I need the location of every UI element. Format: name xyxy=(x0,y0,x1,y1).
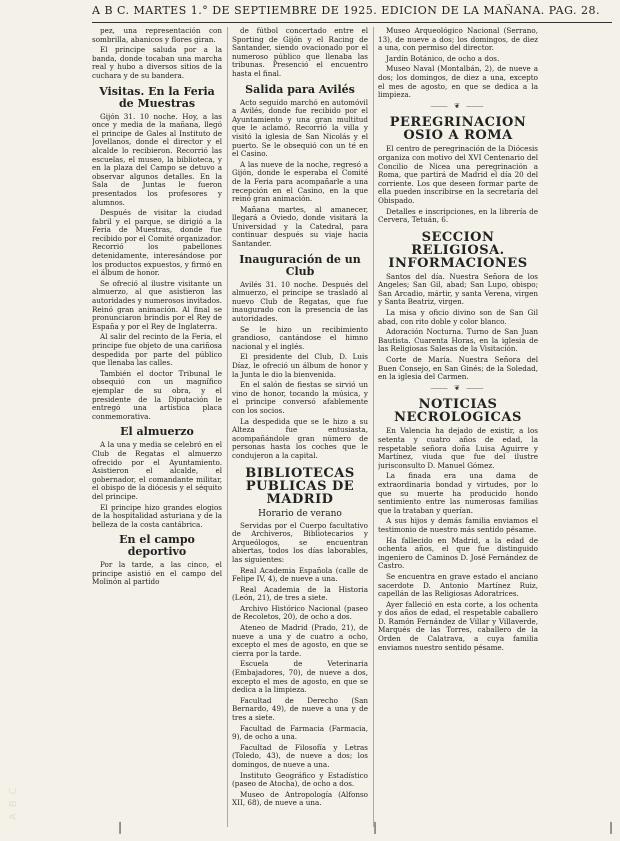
paragraph: El principe saluda por a la banda, donde tocaban una marcha real y hubo a diversos sitios de la cuchara y de su bandera. xyxy=(92,45,222,80)
paragraph: Corte de María. Nuestra Señora del Buen Consejo, en San Ginés; de la Soledad, en la iglesia del Carmen. xyxy=(378,355,538,382)
section-heading-almuerzo: El almuerzo xyxy=(120,425,194,439)
paragraph: El presidente del Club, D. Luis Díaz, le ofreció un álbum de honor y la Junta le dio la bienvenida. xyxy=(232,352,368,379)
paragraph: Después de visitar la ciudad fabril y el parque, se dirigió a la Feria de Muestras, donde fue recibido por el Comité organizador. Recorrió los pabellones detenidamente, interesándose por los productos expuestos, y firmó en el álbum de honor. xyxy=(92,208,222,278)
print-mark: ❘ xyxy=(370,820,381,834)
section-heading-visitas: Visitas. En la Feria de Muestras xyxy=(99,84,215,110)
section-heading-campo: En el campo deportivo xyxy=(119,533,195,559)
column-separator xyxy=(373,27,374,827)
column-2 xyxy=(232,27,368,835)
paragraph: Museo Naval (Montalbán, 2), de nueve a dos; los domingos, de diez a una, excepto el mes de agosto, en que se dedica a la limpieza. xyxy=(378,64,538,100)
paragraph: A las nueve de la noche, regresó a Gijón, donde le esperaba el Comité de la Feria para acompañarle a una recepción en el Casino, en la que reinó gran animación. xyxy=(232,159,368,204)
paragraph: Facultad de Farmacia (Farmacia, 9), de ocho a una. xyxy=(232,723,368,742)
ornament-divider: ⸻ ❦ ⸻ xyxy=(430,383,486,392)
paragraph: Santos del día. Nuestra Señora de los Angeles; San Gil, abad; San Lupo, obispo; San Arcadio, mártir, y santa Verena, virgen y Santa Beatriz, virgen. xyxy=(378,271,538,307)
paragraph: A sus hijos y demás familia enviamos el testimonio de nuestro más sentido pésame. xyxy=(378,516,538,534)
print-mark: ❘ xyxy=(606,820,617,834)
print-mark: ❘ xyxy=(115,820,126,834)
section-heading-club: Inauguración de un Club xyxy=(239,252,361,278)
paragraph: Servidas por el Cuerpo facultativo de Archiveros, Bibliotecarios y Arqueólogos, se encuentran abiertas, todos los días laborables, las siguientes: xyxy=(232,520,368,564)
paragraph: Ha fallecido en Madrid, a la edad de ochenta años, el que fue distinguido ingeniero de Caminos D. José Fernández de Castro. xyxy=(378,535,538,571)
column-3 xyxy=(378,27,538,835)
paragraph: Ayer falleció en esta corte, a los ochenta y dos años de edad, el respetable caballero D. Ramón Fernández de Villar y Villaverde, Marqués de las Torres, caballero de la Orden de Calatrava, a cuya familia enviamos nuestro sentido pésame. xyxy=(378,599,538,652)
paragraph: Gijón 31. 10 noche. Hoy, a las once y media de la mañana, llegó el principe de Gales al Instituto de Jovellanos, donde el director y el alcalde lo recibieron. Recorrió las escuelas, el museo, la biblioteca, y en la plaza del Campo se detuvo a observar algunos detalles. En la Sala de Juntas le fueron presentados los profesores y alumnos. xyxy=(92,111,222,207)
article-title-necrologicas: NOTICIAS NECROLOGICAS xyxy=(394,397,522,426)
column-separator xyxy=(227,27,228,827)
paragraph: Adoración Nocturna. Turno de San Juan Bautista. Cuarenta Horas, en la iglesia de las Religiosas Salesas de la Visitación. xyxy=(378,327,538,354)
article-title-seccion-religiosa: SECCION RELIGIOSA. INFORMACIONES xyxy=(388,229,528,271)
paragraph: Jardín Botánico, de ocho a dos. xyxy=(386,53,500,63)
watermark: ABC xyxy=(8,781,19,820)
paragraph: También el doctor Tribunal le obsequió con un magnífico ejemplar de su obra, y el presidente de la Diputación le entregó una artística placa conmemorativa. xyxy=(92,368,222,421)
paragraph: Archivo Histórico Nacional (paseo de Recoletos, 20), de ocho a dos. xyxy=(232,603,368,622)
article-title-peregrinacion: PEREGRINACION OSIO A ROMA xyxy=(389,115,527,144)
section-heading-aviles: Salida para Avilés xyxy=(245,82,355,96)
paragraph: Al salir del recinto de la Feria, el principe fue objeto de una cariñosa despedida por parte del público que llenaba las calles. xyxy=(92,332,222,368)
paragraph: pez, una representación con sombrilla, abanicos y flores giran. xyxy=(92,27,222,44)
paragraph: Museo Arqueológico Nacional (Serrano, 13), de nueve a dos; los domingos, de diez a una, con permiso del director. xyxy=(378,27,538,53)
paragraph: de fútbol concertado entre el Sporting de Gijón y el Racing de Santander, siendo ovacionado por el numeroso público que llenaba las tribunas. Presenció el encuentro hasta el final. xyxy=(232,27,368,78)
article-title-bibliotecas: BIBLIOTECAS PUBLICAS DE MADRID xyxy=(245,465,355,507)
paragraph: Acto seguido marchó en automóvil a Avilés, donde fue recibido por el Ayuntamiento y una gran multitud que le aclamó. Recorrió la villa y visitó la iglesia de San Nicolás y el puerto. Se le obsequió con un té en el Casino. xyxy=(232,97,368,159)
paragraph: Escuela de Veterinaria (Embajadores, 70), de nueve a dos, excepto el mes de agosto, en que se dedica a la limpieza. xyxy=(232,659,368,695)
paragraph: Museo de Antropología (Alfonso XII, 68), de nueve a una. xyxy=(232,789,368,808)
paragraph: Se encuentra en grave estado el anciano sacerdote D. Antonio Martínez Ruiz, capellán de las Religiosas Adoratrices. xyxy=(378,571,538,599)
paragraph: Real Academia de la Historia (León, 21), de tres a siete. xyxy=(232,584,368,603)
paragraph: Se ofreció al ilustre visitante un almuerzo, al que asistieron las autoridades y numerosos invitados. Reinó gran animación. Al final se pronunciaron brindis por el Rey de España y por el Rey de Inglaterra. xyxy=(92,278,222,331)
paragraph: En el salón de fiestas se sirvió un vino de honor, tocando la música, y el principe conversó afablemente con los socios. xyxy=(232,380,368,415)
paragraph: El centro de peregrinación de la Diócesis organiza con motivo del XVI Centenario del Concilio de Nicea una peregrinación a Roma, que partirá de Madrid el día 20 del corriente. Los que deseen formar parte de ella pueden inscribirse en la secretaría del Obispado. xyxy=(378,144,538,205)
paragraph: Facultad de Derecho (San Bernardo, 49), de nueve a una y de tres a siete. xyxy=(232,695,368,722)
paragraph: Facultad de Filosofía y Letras (Toledo, 43), de nueve a dos; los domingos, de nueve a una. xyxy=(232,742,368,769)
column-1 xyxy=(92,27,222,835)
paragraph: La finada era una dama de extraordinaria bondad y virtudes, por lo que su muerte ha producido hondo sentimiento entre las numerosas familias que la trataban y querían. xyxy=(378,471,538,515)
paragraph: Mañana martes, al amanecer, llegará a Oviedo, donde visitará la Universidad y la Catedral, para continuar después su viaje hacia Santander. xyxy=(232,204,368,249)
page-header: A B C. MARTES 1.° DE SEPTIEMBRE DE 1925. EDICION DE LA MAÑANA. PAG. 28. xyxy=(92,4,600,17)
paragraph: Por la tarde, a las cinco, el principe asistió en el campo del Molinón al partido xyxy=(92,560,222,587)
paragraph: Se le hizo un recibimiento grandioso, cantándose el himno nacional y el inglés. xyxy=(232,324,368,351)
paragraph: A la una y media se celebró en el Club de Regatas el almuerzo ofrecido por el Ayuntamiento. Asistieron el alcalde, el gobernador, el comandante militar, el obispo de la diócesis y el séquito del principe. xyxy=(92,440,222,501)
paragraph: La despedida que se le hizo a su Alteza fue entusiasta, acompañándole gran número de personas hasta los coches que le condujeron a la capital. xyxy=(232,416,368,460)
paragraph: El principe hizo grandes elogios de la hospitalidad asturiana y de la belleza de la costa cantábrica. xyxy=(92,502,222,529)
header-rule xyxy=(92,22,612,23)
paragraph: Detalles e inscripciones, en la librería de Cervera, Tetuán, 6. xyxy=(378,206,538,225)
paragraph: La misa y oficio divino son de San Gil abad, con rito doble y color blanco. xyxy=(378,308,538,326)
ornament-divider: ⸻ ❦ ⸻ xyxy=(430,101,486,110)
paragraph: Ateneo de Madrid (Prado, 21), de nueve a una y de cuatro a ocho, excepto el mes de agosto, en que se cierra por la tarde. xyxy=(232,623,368,658)
paragraph: Instituto Geográfico y Estadístico (paseo de Atocha), de ocho a dos. xyxy=(232,770,368,789)
paragraph: Avilés 31. 10 noche. Después del almuerzo, el principe se trasladó al nuevo Club de Regatas, que fue inaugurado con la presencia de las autoridades. xyxy=(232,279,368,324)
paragraph: Real Academia Española (calle de Felipe IV, 4), de nueve a una. xyxy=(232,565,368,584)
paragraph: En Valencia ha dejado de existir, a los setenta y cuatro años de edad, la respetable señora doña Luisa Aguirre y Martínez, viuda que fue del ilustre jurisconsulto D. Manuel Gómez. xyxy=(378,426,538,470)
article-subtitle-horario: Horario de verano xyxy=(258,508,342,519)
